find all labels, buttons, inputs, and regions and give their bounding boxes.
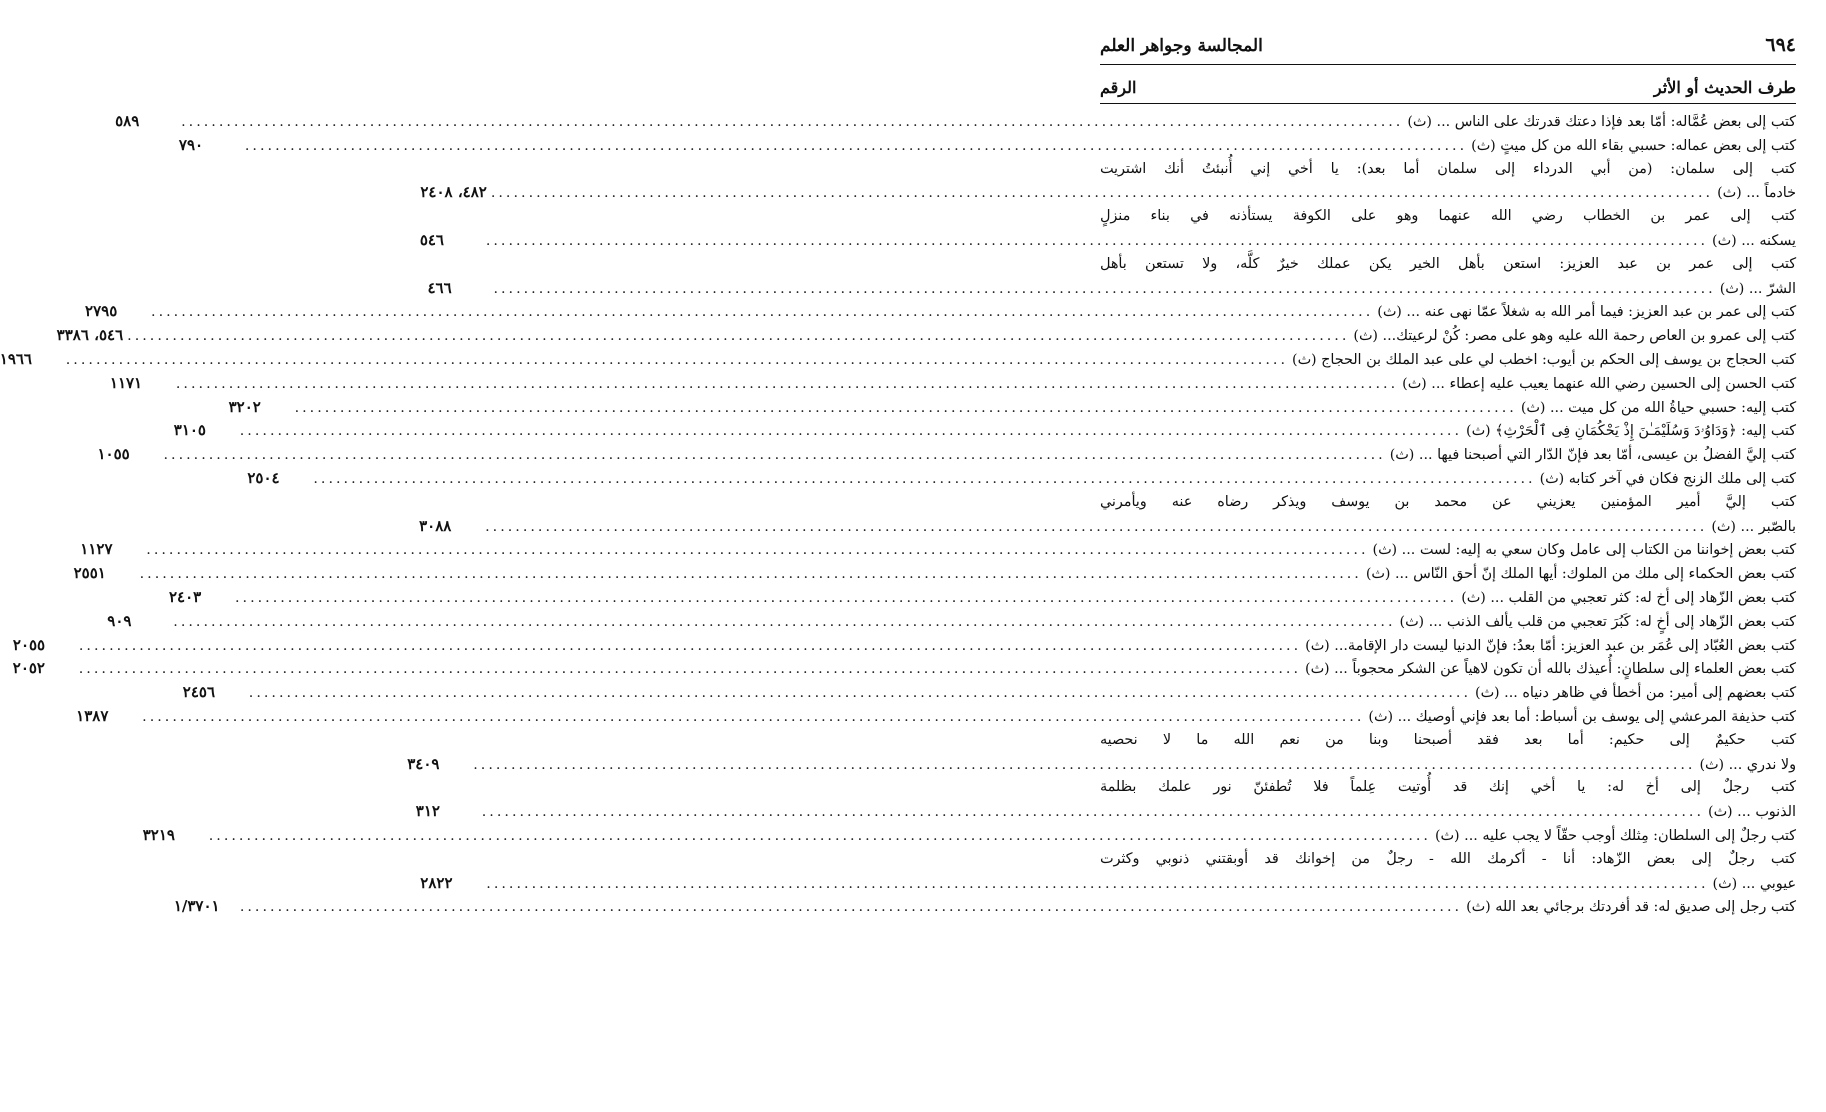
entry-line xyxy=(76,705,1796,729)
entry-line xyxy=(97,443,1796,467)
dot-leader xyxy=(240,420,1462,444)
entry-text: بالصّبر ... (ث) xyxy=(1711,518,1796,535)
index-entry xyxy=(178,134,1796,158)
index-entry xyxy=(419,205,1796,253)
entry-line xyxy=(420,181,1796,205)
entry-text: كتب إلى بعض عماله: حسبي بقاء الله من كل ميتٍ (ث) xyxy=(1471,137,1796,154)
entry-line xyxy=(173,895,1796,919)
entry-text: كتب الحجاج بن يوسف إلى الحكم بن أيوب: اخطب لي على عبد الملك بن الحجاج (ث) xyxy=(1292,351,1796,368)
entry-text: يسكنه ... (ث) xyxy=(1712,232,1796,249)
entry-number: ٣١٠٥ xyxy=(173,421,206,440)
entry-line xyxy=(142,824,1796,848)
entry-text: كتب بعض الحكماء إلى ملك من الملوك: أيها الملك إنّ أحق النّاس ... (ث) xyxy=(1365,566,1796,583)
index-entry xyxy=(97,443,1796,467)
dot-leader xyxy=(176,373,1398,397)
entry-number: ١٣٨٧ xyxy=(76,706,109,725)
entry-line xyxy=(80,538,1796,562)
index-entry xyxy=(407,729,1796,777)
index-entry xyxy=(415,776,1796,824)
entry-line xyxy=(168,586,1796,610)
index-entry xyxy=(73,562,1796,586)
dot-leader xyxy=(79,658,1301,682)
entry-number: ١٩٦٦ xyxy=(0,349,32,368)
entry-number: ٣٢١٩ xyxy=(142,825,175,844)
entry-line xyxy=(1100,205,1796,229)
entry-line xyxy=(1100,729,1796,753)
entry-number: ٢٤٠٣ xyxy=(168,587,202,606)
entry-text: كتب حكيمٌ إلى حكيم: أما بعد فقد أصبحنا وبنا من نعم الله ما لا نحصيه xyxy=(1100,731,1796,748)
entry-text: كتب بعض الزّهاد إلى أخٍ له: كَبُرَ تعجبي من قلب يألف الذنب ... (ث) xyxy=(1399,613,1796,630)
index-entry xyxy=(12,657,1796,681)
entry-number: ٥٤٦ xyxy=(419,230,444,249)
entry-line xyxy=(12,657,1796,681)
entry-number: ٢٥٥١ xyxy=(73,564,106,583)
entry-number: ٢٧٩٥ xyxy=(85,302,118,321)
entry-number: ٤٦٦ xyxy=(427,278,452,297)
entry-text: كتب حذيفة المرعشي إلى يوسف بن أسباط: أما بعد فإني أوصيك ... (ث) xyxy=(1368,708,1796,725)
index-entry xyxy=(173,419,1796,443)
entry-text: كتب بعض الزّهاد إلى أخ له: كثر تعجبي من القلب ... (ث) xyxy=(1461,589,1796,606)
dot-leader xyxy=(151,301,1373,325)
entry-line xyxy=(419,229,1796,253)
entry-line xyxy=(420,872,1796,896)
entry-number: ٥٨٩ xyxy=(115,112,140,130)
index-entry xyxy=(427,253,1796,301)
index-entry xyxy=(420,848,1796,896)
index-entry xyxy=(109,372,1796,396)
entry-text: الذنوب ... (ث) xyxy=(1708,804,1796,821)
dot-leader xyxy=(295,397,1517,421)
index-entry xyxy=(76,705,1796,729)
index-entries-list xyxy=(0,110,1796,919)
entry-line xyxy=(1100,491,1796,515)
entry-line xyxy=(407,753,1796,777)
entry-number: ٥٤٦، ٣٣٨٦ xyxy=(56,326,124,345)
index-entry xyxy=(142,824,1796,848)
entry-line xyxy=(73,562,1796,586)
entry-line xyxy=(109,372,1796,396)
dot-leader xyxy=(142,706,1364,730)
entry-text: كتب رجل إلى صديق له: قد أفردتك برجائي بعد الله (ث) xyxy=(1466,899,1796,916)
entry-number: ٢٠٥٥ xyxy=(12,635,46,654)
entry-number: ١١٧١ xyxy=(109,373,143,392)
dot-leader xyxy=(491,182,1713,206)
dot-leader xyxy=(173,611,1395,635)
dot-leader xyxy=(245,135,1467,159)
index-entry xyxy=(115,110,1796,134)
dot-leader xyxy=(181,111,1403,135)
dot-leader xyxy=(486,230,1708,254)
entry-text: كتب بعض العلماء إلى سلطانٍ: أُعيذك بالله أن تكون لاهياً عن الشكر محجوباً ... (ث) xyxy=(1305,661,1796,678)
dot-leader xyxy=(313,468,1535,492)
entry-line xyxy=(0,348,1796,372)
entry-number: ١١٢٧ xyxy=(80,540,113,559)
entry-number: ٢٠٥٢ xyxy=(12,659,45,678)
entry-text: كتب بعض إخواننا من الكتاب إلى عامل وكان سعي به إليه: لست ... (ث) xyxy=(1372,542,1796,559)
entry-line xyxy=(1100,158,1796,182)
column-header-number: الرقم xyxy=(1100,78,1137,97)
entry-text: كتب إلى عمر بن عبد العزيز: فيما أمر الله به شغلاً عمّا نهى عنه ... (ث) xyxy=(1377,304,1796,321)
entry-line xyxy=(415,800,1796,824)
running-header xyxy=(1100,34,1796,65)
dot-leader xyxy=(235,587,1457,611)
dot-leader xyxy=(486,873,1708,897)
entry-line xyxy=(85,300,1796,324)
dot-leader xyxy=(127,325,1349,349)
index-entry xyxy=(12,634,1796,658)
index-entry xyxy=(182,681,1796,705)
entry-number: ١٠٥٥ xyxy=(97,445,130,464)
entry-text: الشرّ ... (ث) xyxy=(1719,280,1796,297)
entry-number: ٣٢٠٢ xyxy=(228,397,261,416)
entry-text: كتب إليَّ الفضلُ بن عيسى، أمّا بعد فإنّ الدّار التي أصبحنا فيها ... (ث) xyxy=(1389,447,1796,464)
dot-leader xyxy=(209,825,1431,849)
entry-line xyxy=(228,396,1796,420)
entry-number: ١/٣٧٠١ xyxy=(173,897,220,916)
index-entry xyxy=(419,491,1796,539)
entry-text: كتب إلى عمر بن الخطاب رضي الله عنهما وهو على الكوفة يستأذنه في بناء منزلٍ xyxy=(1100,208,1796,225)
dot-leader xyxy=(482,801,1704,825)
index-entry xyxy=(85,300,1796,324)
entry-text: كتب إلى عمر بن عبد العزيز: استعن بأهل الخير يكن عملك خيرٌ كلَّه، ولا تستعن بأهل xyxy=(1100,255,1796,272)
entry-line xyxy=(1100,848,1796,872)
entry-text: كتب الحسن إلى الحسين رضي الله عنهما يعيب عليه إعطاء ... (ث) xyxy=(1402,375,1796,392)
entry-line xyxy=(182,681,1796,705)
entry-number: ٧٩٠ xyxy=(178,135,204,154)
entry-number: ٣٤٠٩ xyxy=(407,754,440,773)
entry-line xyxy=(178,134,1796,158)
entry-text: كتب إلى بعض عُمَّاله: أمّا بعد فإذا دعتك قدرتك على الناس ... (ث) xyxy=(1407,114,1796,130)
entry-number: ٣٠٨٨ xyxy=(419,516,452,535)
index-entry xyxy=(56,324,1796,348)
entry-number: ٩٠٩ xyxy=(107,611,132,630)
dot-leader xyxy=(493,278,1715,302)
entry-text: كتب إليَّ أمير المؤمنين يعزيني عن محمد بن يوسف ويذكر رضاه عنه ويأمرني xyxy=(1100,493,1796,510)
index-entry xyxy=(228,396,1796,420)
entry-line xyxy=(427,277,1796,301)
entry-text: عيوبي ... (ث) xyxy=(1712,875,1796,892)
entry-line xyxy=(115,110,1796,134)
running-title: المجالسة وجواهر العلم xyxy=(1100,36,1263,56)
dot-leader xyxy=(140,563,1362,587)
entry-text: كتب بعض العُبّاد إلى عُمَر بن عبد العزيز: أمّا بعدُ: فإنّ الدنيا ليست دار الإقامة... (ث) xyxy=(1305,637,1796,654)
entry-line xyxy=(107,610,1796,634)
entry-text: كتب رجلٌ إلى بعض الزّهاد: أنا - أكرمك الله - رجلٌ من إخوانك قد أوبقتني ذنوبي وكثرت xyxy=(1100,850,1796,867)
entry-number: ٢٤٥٦ xyxy=(182,683,216,702)
dot-leader xyxy=(164,444,1386,468)
index-entry xyxy=(80,538,1796,562)
dot-leader xyxy=(240,896,1462,920)
index-entry xyxy=(107,610,1796,634)
entry-text: ولا ندري ... (ث) xyxy=(1699,756,1796,773)
entry-text: كتب إلى عمرو بن العاص رحمة الله عليه وهو على مصر: كُنْ لرعيتك... (ث) xyxy=(1353,328,1796,345)
index-entry xyxy=(247,467,1796,491)
entry-text: كتب رجلٌ إلى أخ له: يا أخي إنك قد أُوتيت عِلماً فلا تُطفئنّ نور علمك بظلمة xyxy=(1100,779,1796,796)
entry-line xyxy=(56,324,1796,348)
entry-line xyxy=(1100,253,1796,277)
dot-leader xyxy=(473,754,1695,778)
entry-text: كتب إلى ملك الزنج فكان في آخر كتابه (ث) xyxy=(1539,470,1796,487)
entry-number: ٢٥٠٤ xyxy=(247,468,280,487)
entry-line xyxy=(173,419,1796,443)
index-entry xyxy=(0,348,1796,372)
dot-leader xyxy=(79,635,1301,659)
entry-text: كتب إلى سلمان: (من أبي الدرداء إلى سلمان أما بعد): يا أخي إني أُنبئتُ أنك اشتريت xyxy=(1100,160,1796,177)
entry-text: كتب إليه: حسبي حياةُ الله من كل ميت ... (ث) xyxy=(1520,399,1796,416)
entry-line xyxy=(1100,776,1796,800)
entry-text: كتب إليه: ﴿وَدَاوُۥدَ وَسُلَيْمَـٰنَ إِذْ يَحْكُمَانِ فِى ٱلْحَرْثِ﴾ (ث) xyxy=(1466,423,1796,440)
entry-number: ٢٨٢٢ xyxy=(420,873,453,892)
dot-leader xyxy=(66,349,1288,373)
page-number: ٦٩٤ xyxy=(1765,34,1796,56)
index-entry xyxy=(173,895,1796,919)
entry-line xyxy=(12,634,1796,658)
entry-line xyxy=(419,515,1796,539)
column-header-entry: طرف الحديث أو الأثر xyxy=(1653,78,1796,97)
entry-text: كتب رجلٌ إلى السلطان: مِثلك أوجب حقّاً لا يجب عليه ... (ث) xyxy=(1434,827,1796,844)
dot-leader xyxy=(249,682,1471,706)
entry-text: كتب بعضهم إلى أمير: من أخطأ في ظاهر دنياه ... (ث) xyxy=(1475,685,1796,702)
entry-text: خادماً ... (ث) xyxy=(1717,185,1796,202)
column-headers xyxy=(1100,73,1796,104)
dot-leader xyxy=(485,516,1707,540)
index-entry xyxy=(420,158,1796,206)
entry-line xyxy=(247,467,1796,491)
entry-number: ٤٨٢، ٢٤٠٨ xyxy=(420,183,487,202)
index-entry xyxy=(168,586,1796,610)
entry-number: ٣١٢ xyxy=(415,802,440,821)
dot-leader xyxy=(146,539,1368,563)
